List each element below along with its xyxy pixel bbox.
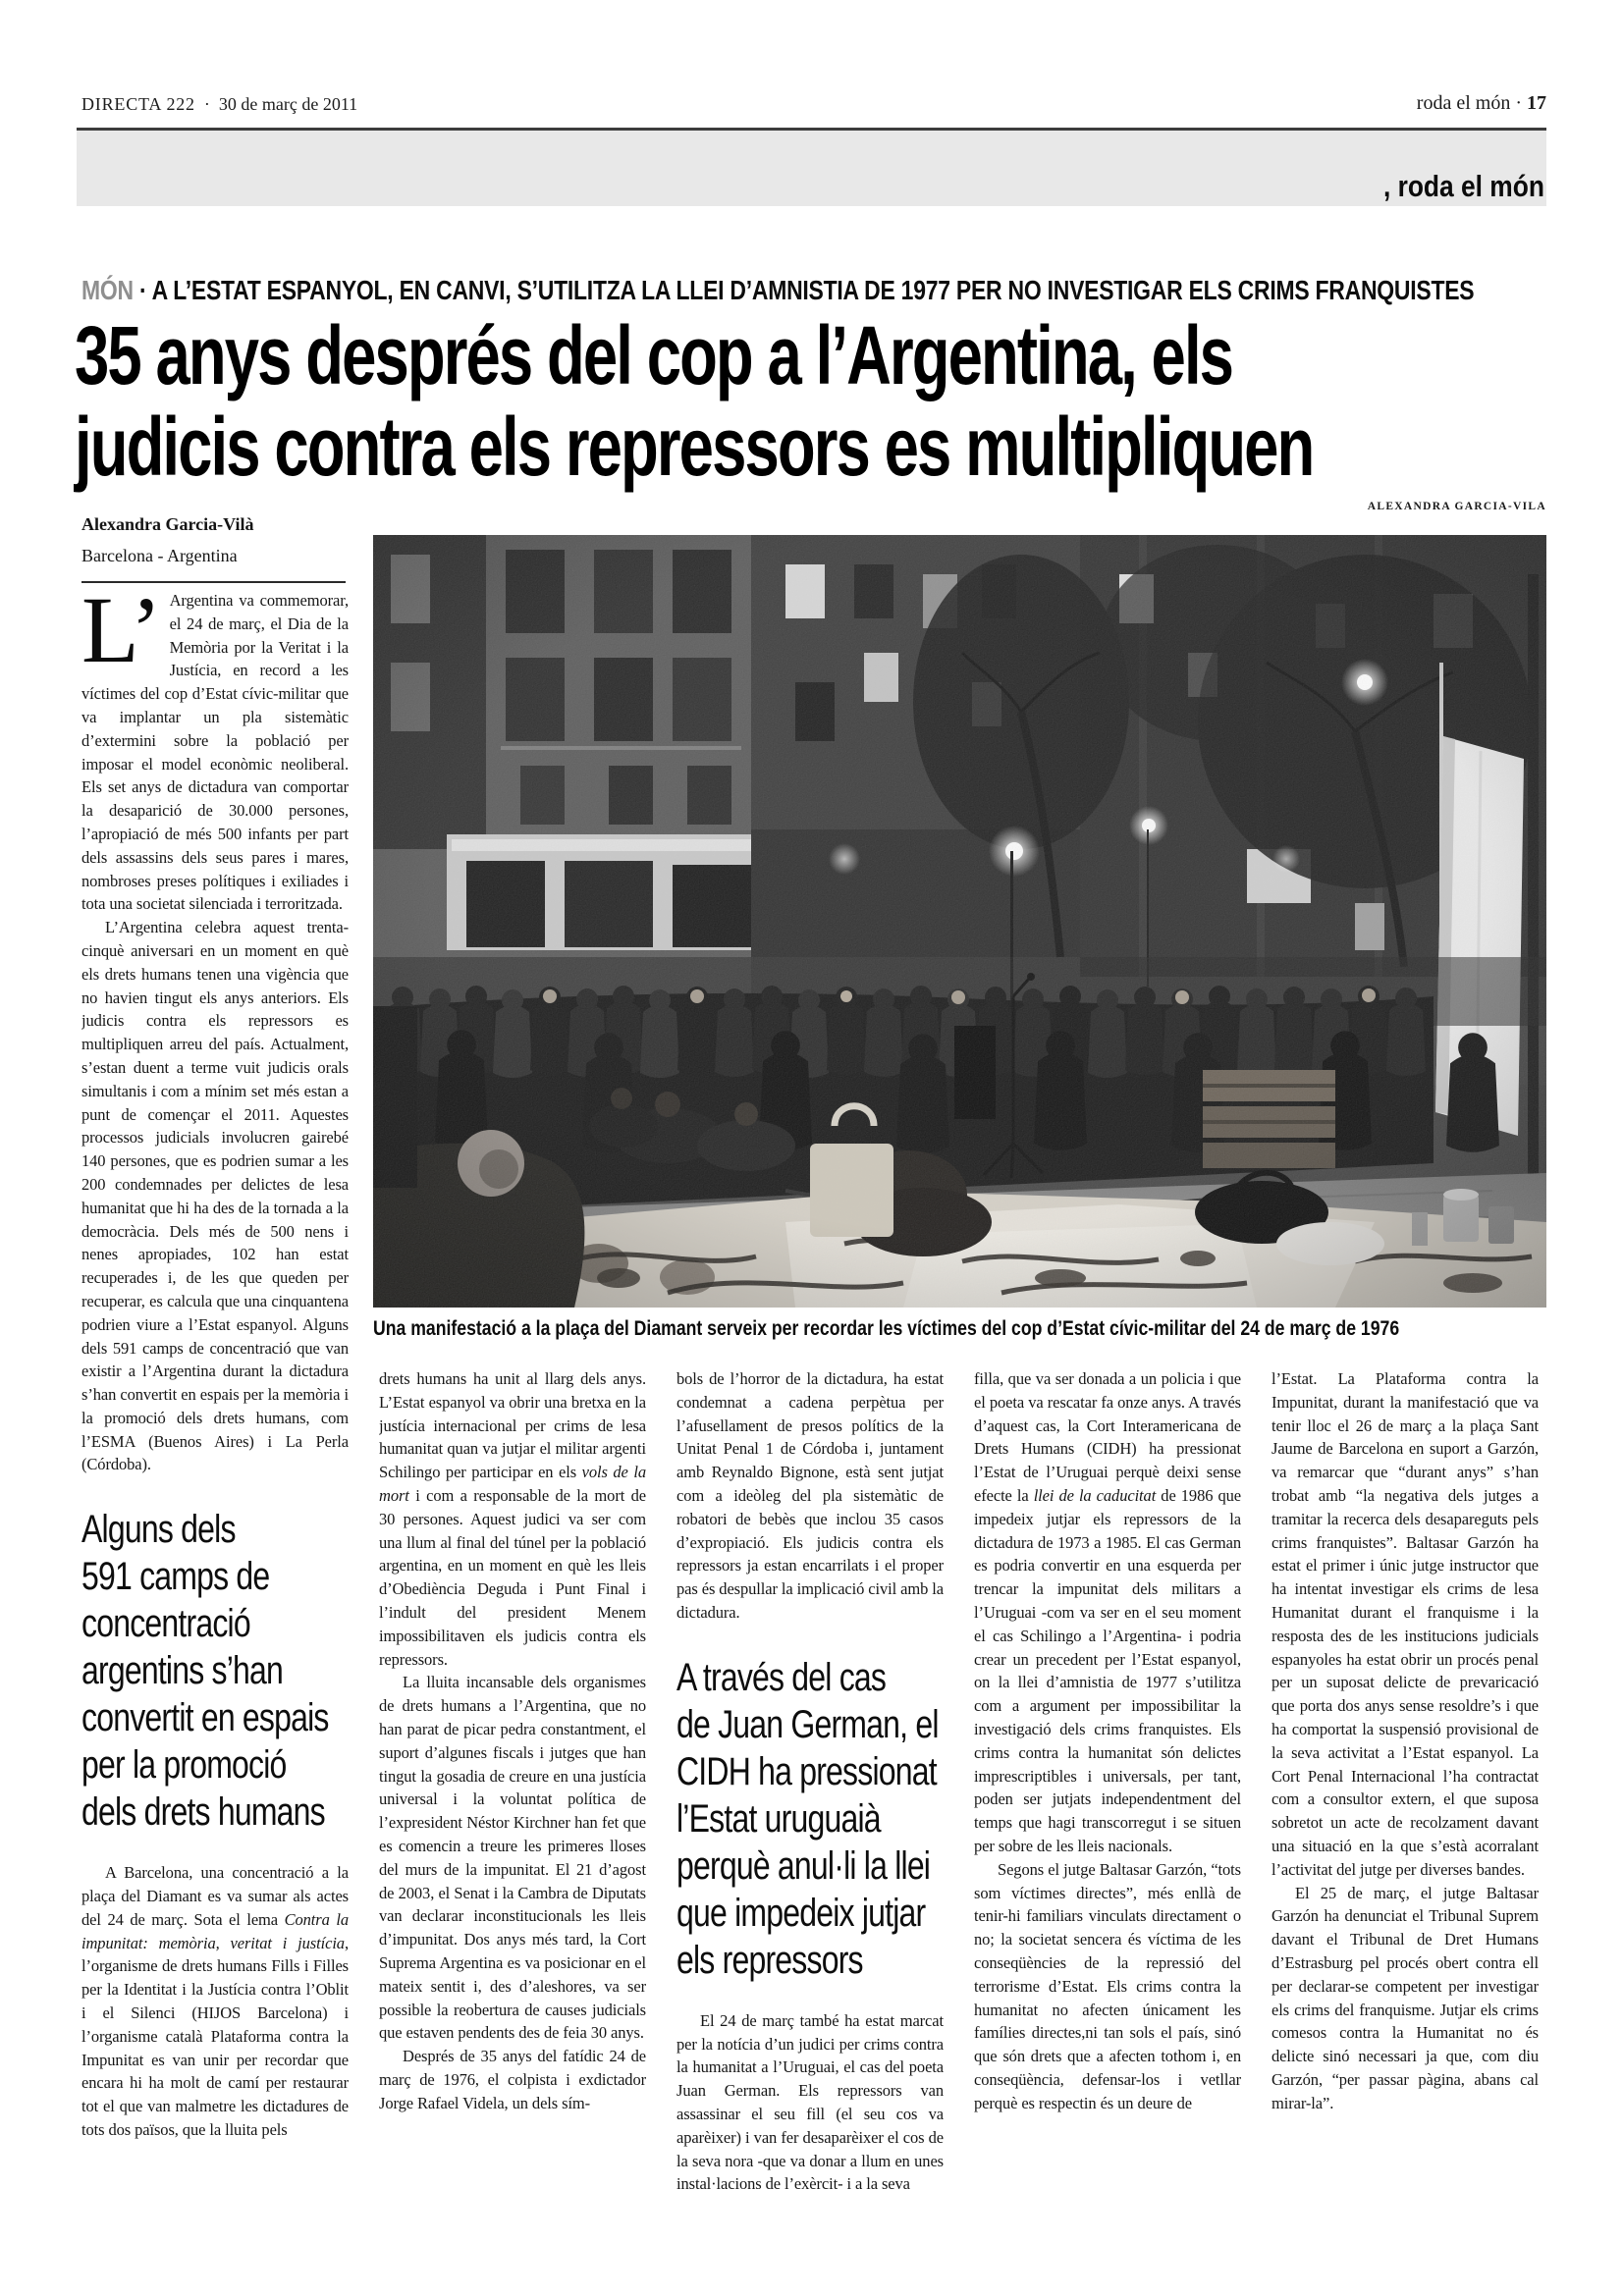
paragraph [974, 1367, 1241, 1858]
kicker [81, 275, 1474, 306]
page-number: 17 [1527, 92, 1546, 114]
italic-law-name: llei de la caducitat [1033, 1485, 1157, 1505]
pull-quote-line: 591 camps de [81, 1555, 270, 1599]
pull-quote-line: concentració [81, 1602, 250, 1646]
pull-quote-line: Alguns dels [81, 1508, 236, 1552]
kicker-text: A L’ESTAT ESPANYOL, EN CANVI, S’UTILITZA LA LLEI D’AMNISTIA DE 1977 PER NO INVESTIGAR ELS CRIMS FRANQUISTES [151, 275, 1475, 305]
masthead-separator: · [199, 94, 219, 114]
paragraph: El 25 de març, el jutge Baltasar Garzón ha denunciat el Tribunal Suprem davant el Tribunal de Dret Humans d’Estrasburg pel procés obert contra ell per declarar-se competent per investigar els crims del franquisme. Jutjar els crims comesos contra la Humanitat no és delicte sinó necessari ja que, com diu Garzón, “per passar pàgina, abans cal mirar-la”. [1271, 1883, 1539, 2112]
byline-location: Barcelona - Argentina [81, 546, 238, 565]
section-banner [77, 131, 1546, 206]
paragraph-text: filla, que va ser donada a un policia i que el poeta va rescatar fa onze anys. A través d’aquest cas, la Cort Interamericana de Drets Humans (CIDH) ha pressionat l’Estat de l’Uruguai perquè deixi sense efecte la [974, 1369, 1241, 1505]
section-banner-label: , roda el món [1383, 169, 1544, 203]
article-column-3 [676, 1367, 944, 2235]
paragraph-text: drets humans ha unit al llarg dels anys. L’Estat espanyol va obrir una bretxa en la justícia internacional per crims de lesa humanitat quan va jutjar el militar argenti Schilingo per participar en els [379, 1369, 646, 1482]
masthead-right [1417, 92, 1546, 115]
paragraph-text: Argentina va commemorar, el 24 de març, el Dia de la Memòria por la Veritat i la Justícia, en record a les víctimes del cop d’Estat cívic-militar que va implantar un pla sistemàtic d’extermini sobre la població per imposar el model econòmic neoliberal. Els set anys de dictadura van comportar la desaparició de 30.000 persones, l’apropiació de més 500 infants per part dels assassins dels seus pares i mares, nombroses preses polítiques i exiliades i tota una societat silenciada i terroritzada. [81, 591, 349, 914]
paragraph: La lluita incansable dels organismes de drets humans a l’Argentina, que no han parat de picar pedra constantment, el suport d’algunes fiscals i jutges que han tingut la gosadia de creure en una justícia universal i la voluntat política de l’expresident Néstor Kirchner han fet que es comencin a treure les primeres lloses del murs de la impunitat. El 21 d’agost de 2003, el Senat i la Cambra de Diputats van declarar inconstitucionals les lleis d’impunitat. Dos anys més tard, la Cort Suprema Argentina es va posicionar en el mateix sentit i, des d’aleshores, va ser possible la reobertura de causes judicials que estaven pendents des de feia 30 anys. [379, 1673, 646, 2043]
pull-quote-line: CIDH ha pressionat [676, 1749, 937, 1793]
photo-caption: Una manifestació a la plaça del Diamant serveix per recordar les víctimes del cop d’Estat cívic-militar del 24 de març de 1976 [373, 1317, 1400, 1340]
pull-quote-line: per la promoció [81, 1743, 287, 1788]
kicker-separator: · [133, 275, 152, 305]
byline-rule [81, 581, 346, 583]
paragraph: Segons el jutge Baltasar Garzón, “tots som víctimes directes”, més enllà de tenir-hi familiars vinculats directament o no; la societat sencera és víctima de les conseqüències de la repressió del terrorisme d’Estat. Els crims contra la humanitat no afecten únicament les famílies directes,ni tan sols el país, sinó que són drets que a afecten tothom i, en conseqüència, defensar-los i vetllar perquè es respectin és un deure de [974, 1859, 1241, 2112]
pull-quote-line: argentins s’han [81, 1649, 284, 1693]
drop-cap: L’ [81, 589, 162, 682]
paragraph: l’Estat. La Plataforma contra la Impunitat, durant la manifestació que va tenir lloc el 26 de març a la plaça Sant Jaume de Barcelona en suport a Garzón, va remarcar que “durant anys” s’han trobat amb “la negativa dels jutges a tramitar la recerca dels desapareguts pels crims franquistes”. Baltasar Garzón ha estat el primer i únic jutge instructor que ha intentat investigar els crims de lesa Humanitat durant el franquisme i la resposta des de les institucions judicials espanyoles ha estat obrir un procés penal per un suposat delicte de prevaricació que porta dos anys sense resoldre’s i que ha comportat la suspensió provisional de la seva activitat a l’Estat espanyol. La Cort Penal Internacional l’ha contractat com a consultor extern, el que suposa sobretot un acte de recolzament davant una situació en la que s’està acorralant l’activitat del jutge per diverses bandes. [1271, 1369, 1539, 1879]
pull-quote-line: convertit en espais [81, 1696, 329, 1740]
paragraph: bols de l’horror de la dictadura, ha estat condemnat a cadena perpètua per l’afusellament de presos polítics de la Unitat Penal 1 de Córdoba i, juntament amb Reynaldo Bignone, està sent jutjat com a ideòleg del pla sistemàtic de robatori de bebès que inclou 35 casos d’expropiació. Els judicis contra els repressors ja estan encarrilats i el proper pas és despullar la implicació civil amb la dictadura. [676, 1369, 944, 1622]
paragraph [379, 1367, 646, 1671]
paragraph: Després de 35 anys del fatídic 24 de març de 1976, el colpista i exdictador Jorge Rafael Videla, un dels sím- [379, 2047, 646, 2112]
pull-quote [676, 1654, 944, 1984]
article-column-4 [974, 1367, 1241, 2235]
paragraph-text: i com a responsable de la mort de 30 persones. Aquest judici va ser com una llum al final del túnel per la població argentina, en un moment en què les lleis d’Obediència Deguda i Punt Final i l’indult del president Menem impossibilitaven els judicis contra els repressors. [379, 1485, 646, 1669]
article-photo [373, 535, 1546, 1308]
pull-quote-line: A través del cas [676, 1655, 887, 1699]
paragraph: L’Argentina celebra aquest trenta-cinquè aniversari en un moment en què els drets humans tenen una vigència que no havien tingut els anys anteriors. Els judicis contra els repressors es multipliquen arreu del país. Actualment, s’estan duent a terme vuit judicis orals simultanis i com a mínim set més estan a punt de començar el 2011. Aquestes processos judicials involucren gairebé 140 persones, que es podrien sumar a les 200 condemnades per delictes de lesa humanitat que hi ha des de la tornada a la democràcia. Dels més de 500 nens i nenes apropiades, 102 han estat recuperades i, de les que queden per recuperar, es calcula que una cinquantena podrien viure a l’Estat espanyol. Alguns dels 591 camps de concentració que van existir a l’Argentina durant la dictadura s’han convertit en espais per la memòria i la promoció dels drets humans, com l’ESMA (Buenos Aires) i La Perla (Córdoba). [81, 918, 349, 1474]
pull-quote-line: l’Estat uruguaià [676, 1796, 881, 1841]
article-column-2 [379, 1367, 646, 2235]
masthead-separator: · [1515, 92, 1527, 114]
pull-quote-line: els repressors [676, 1938, 863, 1982]
pull-quote-line: dels drets humans [81, 1790, 325, 1835]
article-column-5 [1271, 1367, 1539, 2235]
paragraph [81, 589, 349, 916]
kicker-tag: MÓN [81, 275, 134, 305]
photo-illustration [373, 535, 1546, 1308]
paragraph [81, 1861, 349, 2142]
paragraph-text: A Barcelona, una concentració a la plaça del Diamant es va sumar als actes del 24 de març. Sota el lema [81, 1863, 349, 1929]
section-name: roda el món [1416, 92, 1511, 114]
byline-author: Alexandra Garcia-Vilà [81, 514, 254, 534]
pull-quote-line: de Juan German, el [676, 1702, 939, 1746]
italic-lemma: Contra la impunitat: memòria, veritat i justícia [81, 1909, 349, 1952]
headline [75, 310, 1549, 493]
italic-phrase: vols de la mort [379, 1463, 646, 1505]
issue-date: 30 de març de 2011 [218, 94, 358, 114]
pull-quote-line: que impedeix jutjar [676, 1891, 926, 1935]
headline-line: 35 anys després del cop a l’Argentina, els [75, 309, 1233, 401]
paragraph: El 24 de març també ha estat marcat per la notícia d’un judici per crims contra la humanitat a l’Uruguai, el cas del poeta Juan German. Els repressors van assassinar el seu fill (el seu cos va aparèixer) i van fer desaparèixer el cos de la seva nora -que va donar a llum en unes instal·lacions de l’exèrcit- i a la seva [676, 2010, 944, 2194]
paragraph-text: de 1986 que impedeix jutjar els repressors de la dictadura de 1973 a 1985. El cas German es podria convertir en una esquerda per trencar la impunitat dels militars a l’Uruguai -com va ser en el seu moment el cas Schilingo a l’Argentina- i podria crear un precedent per l’Estat espanyol, on la llei d’amnistia de 1977 s’utilitza com a argument per impossibilitar la investigació dels crims franquistes. Els crims contra la humanitat són delictes imprescriptibles i universals, per tant, poden ser jutjats independentment del temps que hagi transcorregut i se situen per sobre de les lleis nacionals. [974, 1485, 1241, 1855]
headline-line: judicis contra els repressors es multipliquen [75, 400, 1314, 493]
paragraph-text: , l’organisme de drets humans Fills i Filles per la Identitat i la Justícia contra l’Oblit i el Silenci (HIJOS Barcelona) i l’organisme català Plataforma contra la Impunitat es van unir per recordar que encara hi ha molt de camí per restaurar tot el que van malmetre les dictadures de tots dos països, que la lluita pels [81, 1933, 349, 2140]
masthead-left [81, 94, 357, 115]
photo-credit: ALEXANDRA GARCIA-VILA [1367, 501, 1546, 512]
publication-name: DIRECTA 222 [81, 94, 195, 114]
article-column-1 [81, 589, 349, 2234]
pull-quote-line: perquè anul·li la llei [676, 1843, 931, 1888]
pull-quote [81, 1506, 349, 1836]
